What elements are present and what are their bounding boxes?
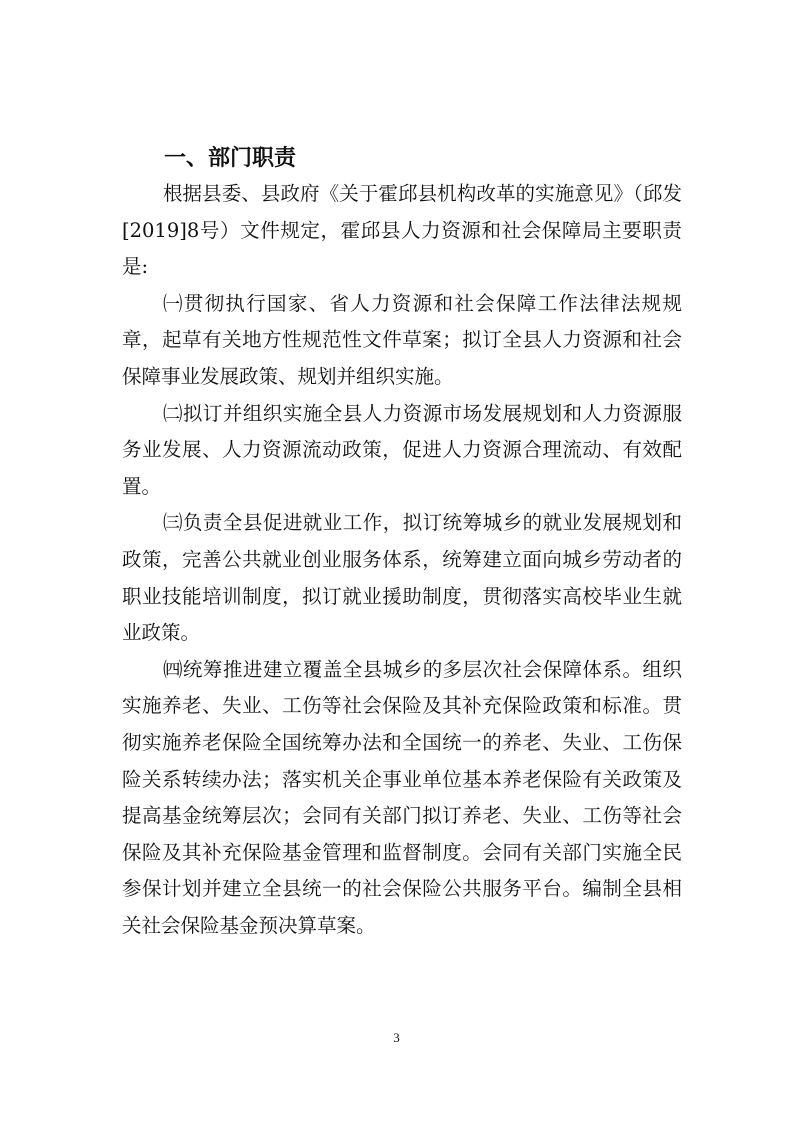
body-text — [122, 176, 682, 944]
paragraph-duty-2: ㈡拟订并组织实施全县人力资源市场发展规划和人力资源服务业发展、人力资源流动政策，促进人力资源合理流动、有效配置。 — [122, 401, 682, 498]
page-number: 3 — [393, 1030, 400, 1045]
paragraph-duty-3: ㈢负责全县促进就业工作，拟订统筹城乡的就业发展规划和政策，完善公共就业创业服务体系，统筹建立面向城乡劳动者的职业技能培训制度，拟订就业援助制度，贯彻落实高校毕业生就业政策。 — [122, 511, 682, 645]
paragraph-duty-1: ㈠贯彻执行国家、省人力资源和社会保障工作法律法规规章，起草有关地方性规范性文件草案；拟订全县人力资源和社会保障事业发展政策、规划并组织实施。 — [122, 291, 682, 388]
paragraph-intro: 根据县委、县政府《关于霍邱县机构改革的实施意见》（邱发[2019]8号）文件规定，霍邱县人力资源和社会保障局主要职责是: — [122, 182, 682, 279]
section-heading: 一、部门职责 — [164, 146, 297, 171]
paragraph-duty-4: ㈣统筹推进建立覆盖全县城乡的多层次社会保障体系。组织实施养老、失业、工伤等社会保险及其补充保险政策和标准。贯彻实施养老保险全国统筹办法和全国统一的养老、失业、工伤保险关系转续办法；落实机关企事业单位基本养老保险有关政策及提高基金统筹层次；会同有关部门拟订养老、失业、工伤等社会保险及其补充保险基金管理和监督制度。会同有关部门实施全民参保计划并建立全县统一的社会保险公共服务平台。编制全县相关社会保险基金预决算草案。 — [122, 657, 682, 937]
